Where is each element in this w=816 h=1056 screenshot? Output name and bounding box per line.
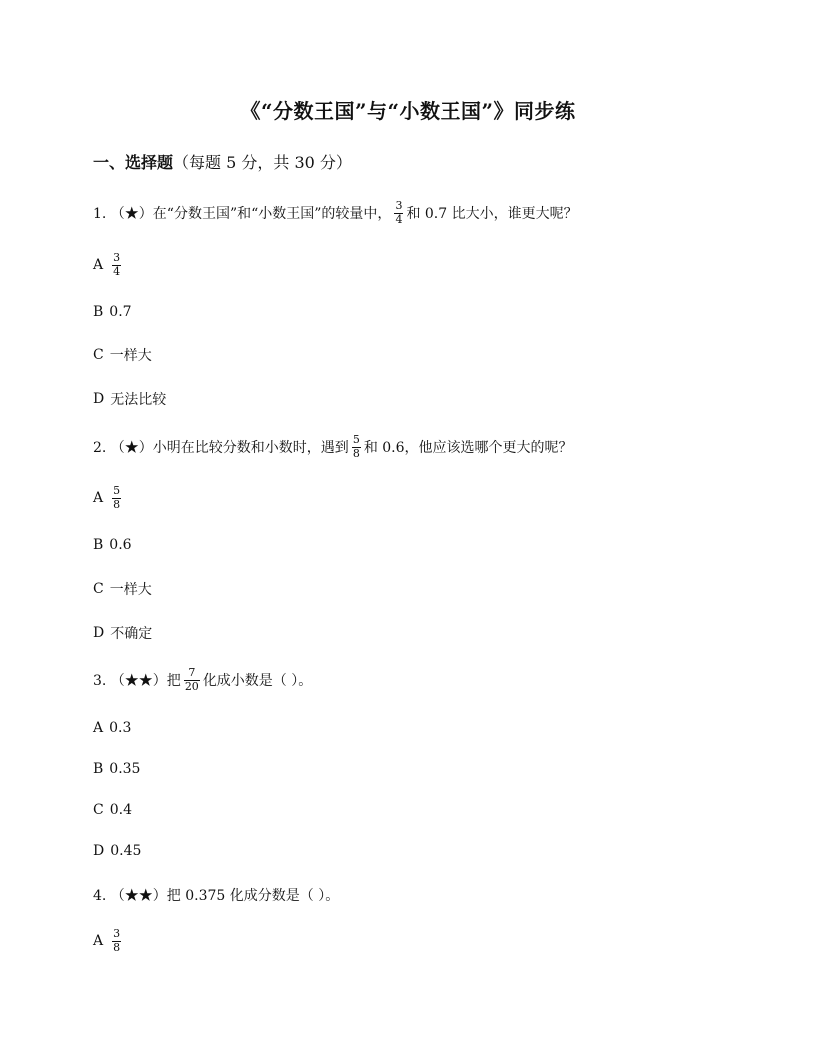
- option-letter: A: [93, 256, 104, 273]
- option-letter: A: [93, 720, 104, 736]
- question-3-prefix: 3. （★★）把: [93, 672, 181, 689]
- option-letter: D: [93, 391, 105, 407]
- option-1c[interactable]: [93, 345, 152, 365]
- option-letter: B: [93, 304, 104, 320]
- option-fraction: [112, 485, 121, 510]
- fraction-numerator: 7: [188, 666, 196, 679]
- fraction-denominator: 8: [113, 497, 121, 511]
- option-1b[interactable]: [93, 304, 132, 320]
- option-fraction: [112, 928, 121, 953]
- document-title: 《“分数王国”与“小数王国”》同步练: [240, 99, 576, 123]
- question-1-fraction: [394, 200, 403, 225]
- question-4-prefix: 4. （★★）把 0.375 化成分数是（ ）。: [93, 888, 340, 904]
- option-letter: A: [93, 489, 104, 506]
- question-2-suffix: 和 0.6，他应该选哪个更大的呢？: [363, 439, 573, 456]
- option-letter: B: [93, 537, 104, 553]
- option-text: 0.4: [109, 802, 132, 818]
- question-2: [93, 434, 573, 459]
- section-note: （每题 5 分，共 30 分）: [173, 153, 352, 172]
- option-letter: C: [93, 581, 104, 597]
- option-fraction: [112, 252, 121, 277]
- section-title: 一、选择题: [93, 153, 174, 172]
- option-letter: D: [93, 843, 105, 859]
- option-text: 0.3: [109, 720, 132, 736]
- option-1d[interactable]: [93, 389, 166, 409]
- fraction-numerator: 5: [352, 433, 360, 446]
- question-3-suffix: 化成小数是（ ）。: [202, 672, 313, 689]
- option-letter: C: [93, 347, 104, 363]
- fraction-denominator: 8: [113, 940, 121, 954]
- option-1a[interactable]: [93, 252, 124, 277]
- question-1-suffix: 和 0.7 比大小，谁更大呢？: [406, 205, 578, 222]
- option-2b[interactable]: [93, 537, 132, 553]
- fraction-denominator: 4: [395, 212, 403, 226]
- question-1-prefix: 1. （★）在“分数王国”和“小数王国”的较量中，: [93, 205, 392, 222]
- option-text: 0.45: [110, 843, 142, 859]
- option-letter: A: [93, 932, 104, 949]
- option-text: 0.7: [109, 304, 132, 320]
- question-2-prefix: 2. （★）小明在比较分数和小数时，遇到: [93, 439, 349, 456]
- option-4a[interactable]: [93, 928, 124, 953]
- question-4: [93, 885, 339, 905]
- question-2-fraction: [352, 434, 361, 459]
- section-heading: [93, 150, 352, 173]
- fraction-numerator: 3: [113, 927, 121, 940]
- question-3: [93, 667, 312, 692]
- fraction-numerator: 5: [113, 484, 121, 497]
- option-3b[interactable]: [93, 761, 140, 777]
- option-text: 不确定: [110, 626, 153, 642]
- option-text: 无法比较: [110, 392, 167, 408]
- option-text: 0.35: [109, 761, 141, 777]
- option-3d[interactable]: [93, 843, 141, 859]
- question-3-fraction: [184, 667, 200, 692]
- fraction-denominator: 20: [184, 679, 199, 693]
- option-text: 一样大: [109, 582, 152, 598]
- fraction-numerator: 3: [113, 251, 121, 264]
- fraction-denominator: 4: [113, 264, 121, 278]
- option-text: 一样大: [109, 348, 152, 364]
- option-2a[interactable]: [93, 485, 124, 510]
- option-2c[interactable]: [93, 579, 152, 599]
- option-letter: B: [93, 761, 104, 777]
- option-letter: D: [93, 625, 105, 641]
- option-2d[interactable]: [93, 623, 152, 643]
- fraction-numerator: 3: [395, 199, 403, 212]
- option-text: 0.6: [109, 537, 132, 553]
- question-1: [93, 200, 578, 225]
- option-3c[interactable]: [93, 802, 132, 818]
- option-3a[interactable]: [93, 720, 131, 736]
- option-letter: C: [93, 802, 104, 818]
- fraction-denominator: 8: [352, 446, 360, 460]
